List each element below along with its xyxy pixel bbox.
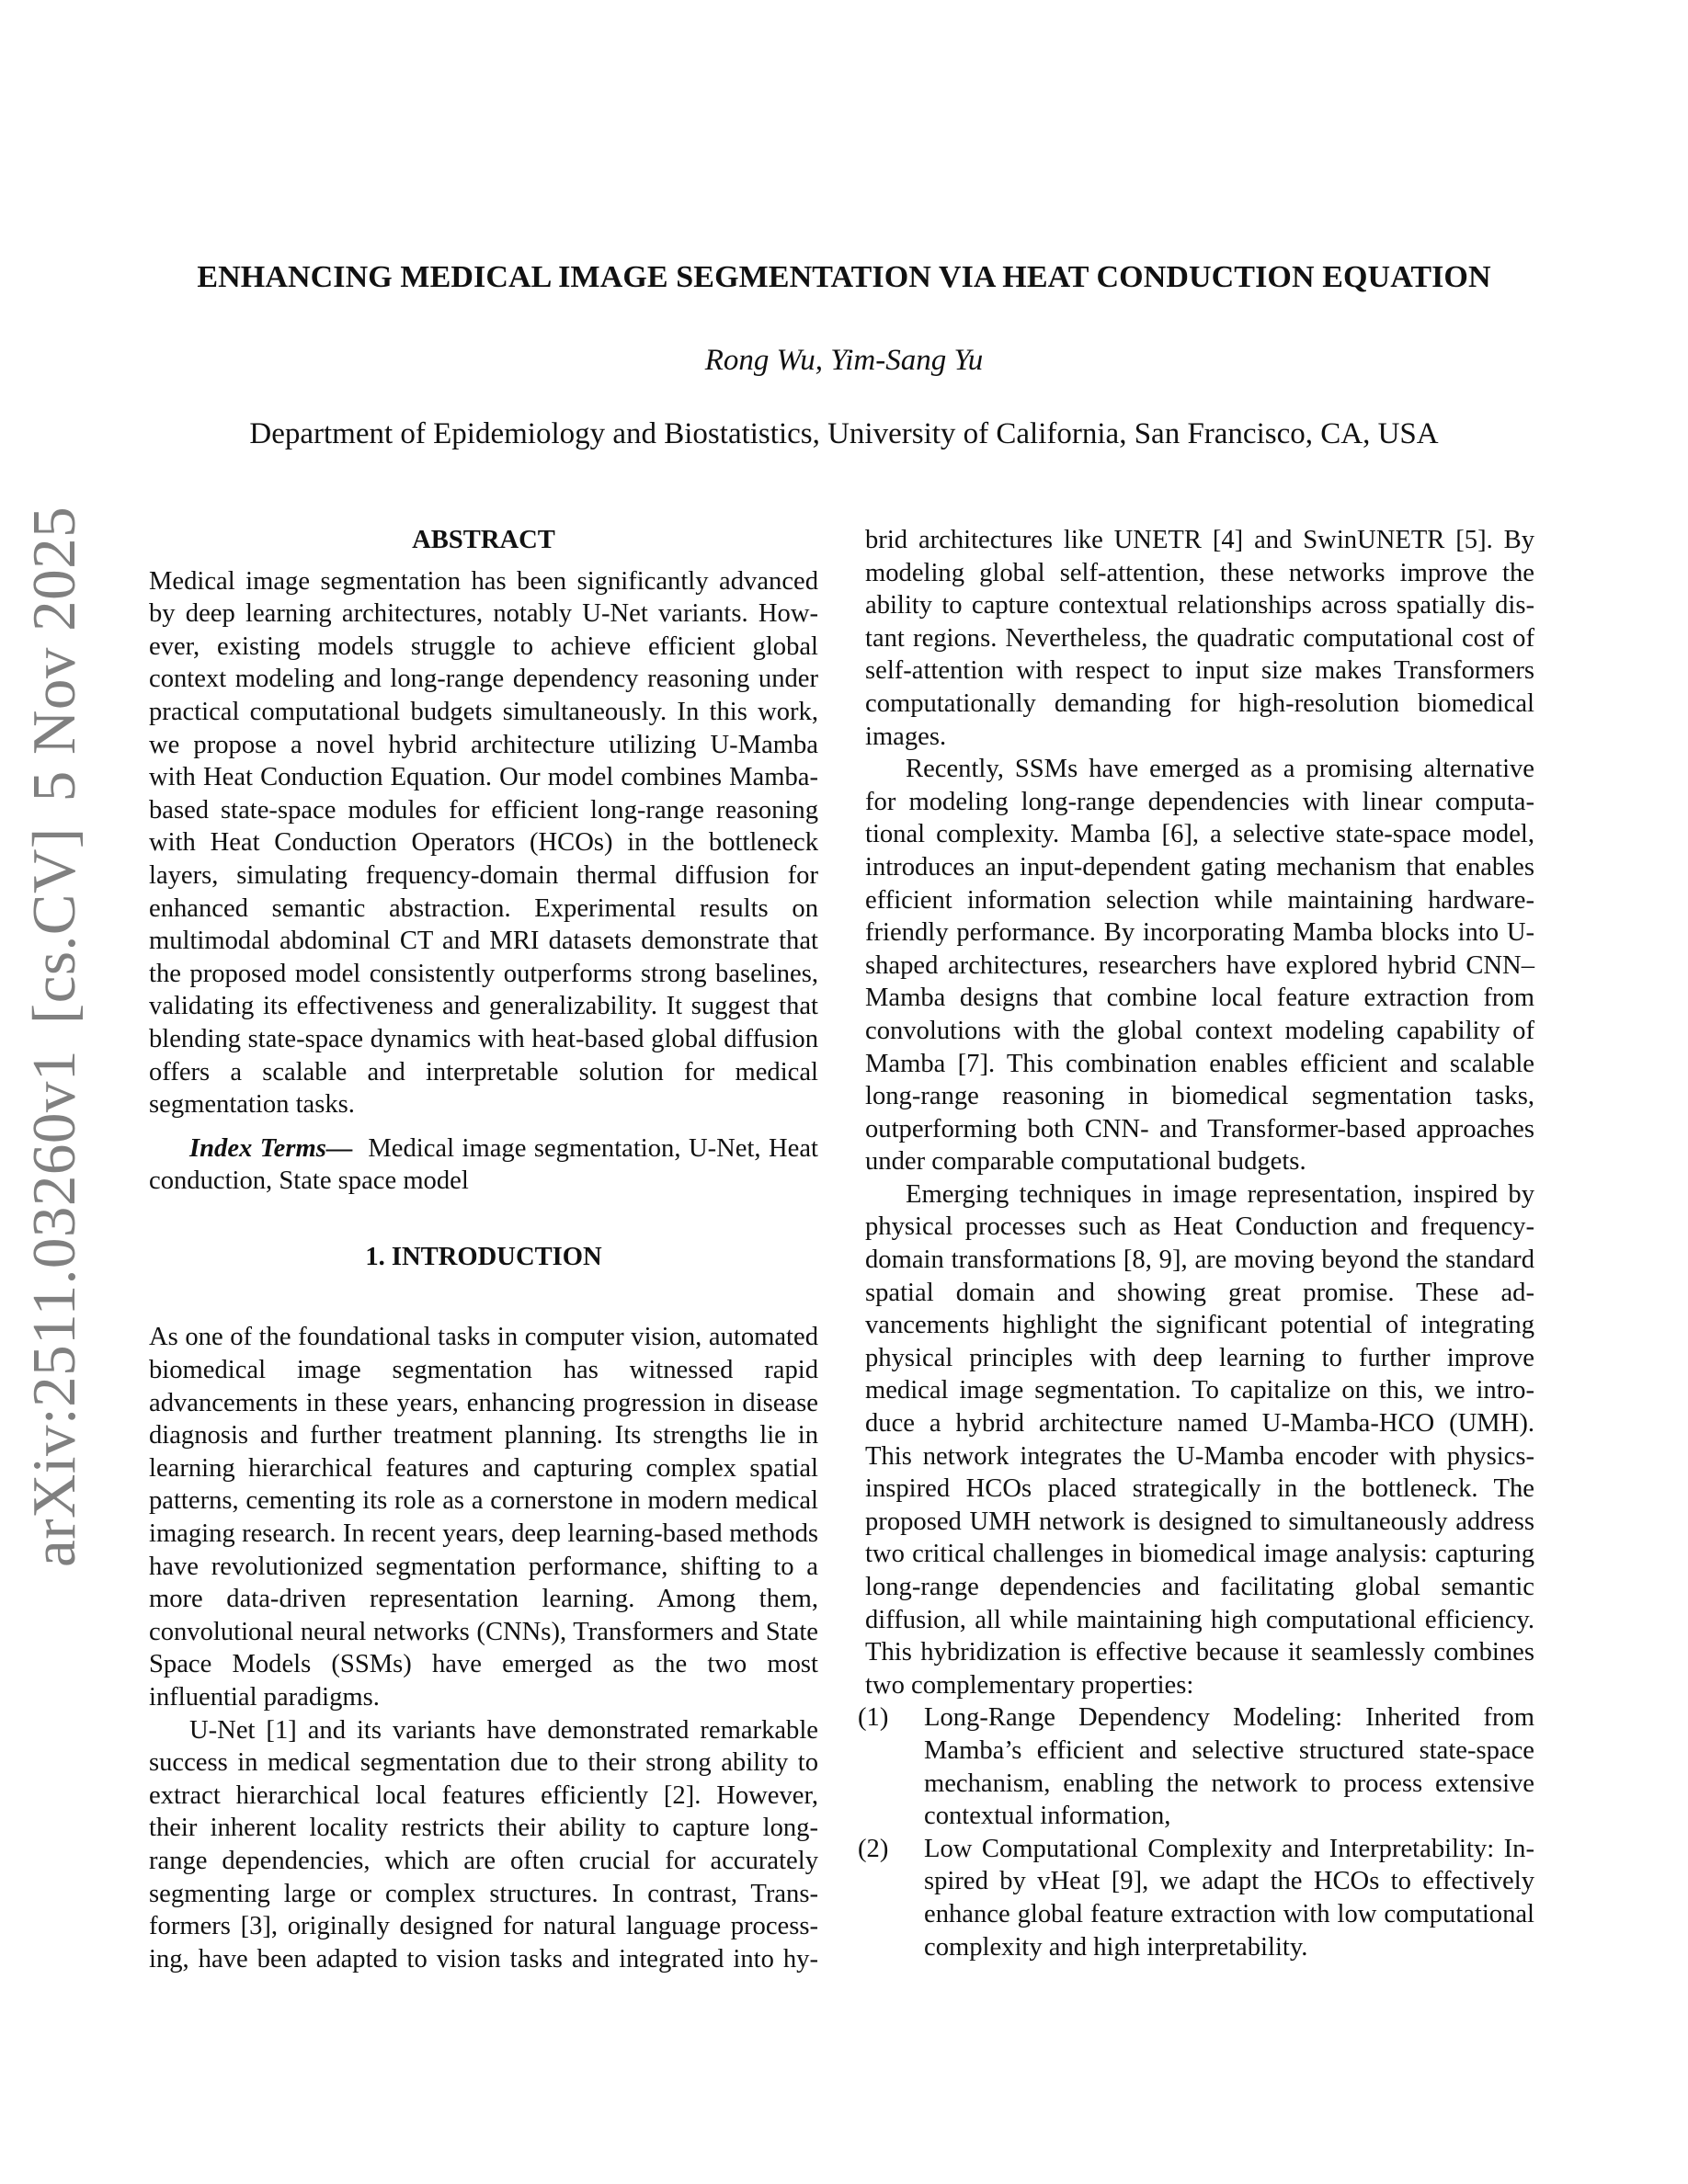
abstract-heading: ABSTRACT xyxy=(412,526,555,554)
index-terms-label: Index Terms— xyxy=(189,1133,353,1163)
contribution-list xyxy=(858,1701,1534,1963)
arxiv-id: arXiv:2511.03260v1 xyxy=(20,1050,88,1567)
right-column xyxy=(858,524,1534,1963)
intro-paragraph-2-part-2: brid architectures like UNETR [4] and SwinUNETR [5]. By modeling global self-attention, these networks improve the ability to capture contextual relationships across spatially distant regions. Nevertheless, the quadratic computational cost of self-attention with respect to input size makes Transformers computationally demanding for high-resolution biomedical images. xyxy=(865,526,1534,751)
paper-title: ENHANCING MEDICAL IMAGE SEGMENTATION VIA HEAT CONDUCTION EQUATION xyxy=(197,260,1491,294)
list-item-number: (1) xyxy=(858,1703,889,1733)
list-item-number: (2) xyxy=(858,1834,889,1863)
list-item-text: Low Computational Complexity and Interpretability: Inspired by vHeat [9], we adapt the HCOs to effectively enhance global feature extraction with low computational complexity and high interpretability. xyxy=(924,1834,1534,1962)
intro-paragraph-1: As one of the foundational tasks in computer vision, automated biomedical image segmentation has witnessed rapid advancements in these years, enhancing progression in disease diagnosis and further treatment planning. Its strengths lie in learning hierarchical features and capturing complex spatial patterns, cementing its role as a cornerstone in modern medical imaging research. In recent years, deep learning-based methods have revolutionized segmentation performance, shifting to a more data-driven representation learning. Among them, convolutional neural networks (CNNs), Transformers and State Space Models (SSMs) have emerged as the two most influential paradigms. xyxy=(149,1323,818,1712)
left-column xyxy=(149,524,818,1975)
arxiv-category: [cs.CV] xyxy=(20,827,88,1025)
paper-authors: Rong Wu, Yim-Sang Yu xyxy=(704,344,984,377)
list-item-text: Long-Range Dependency Modeling: Inherited from Mamba’s efficient and selective structured state-space mechanism, enabling the network to process extensive contextual information, xyxy=(924,1703,1534,1831)
intro-paragraph-4: Emerging techniques in image representation, inspired by physical processes such as Heat Conduction and frequency-domain transformations [8, 9], are moving beyond the standard spatial domain and showing great promise. These advancements highlight the significant potential of integrating physical principles with deep learning to further improve medical image segmentation. To capitalize on this, we introduce a hybrid architecture named U-Mamba-HCO (UMH). This network integrates the U-Mamba encoder with physics-inspired HCOs placed strategically in the bottleneck. The proposed UMH network is designed to simultaneously address two critical challenges in biomedical image analysis: capturing long-range dependencies and facilitating global semantic diffusion, all while maintaining high computational efficiency. This hybridization is effective because it seamlessly combines two complementary properties: xyxy=(865,1179,1534,1700)
arxiv-stamp xyxy=(13,506,96,1567)
intro-paragraph-3: Recently, SSMs have emerged as a promising alternative for modeling long-range dependencies with linear computational complexity. Mamba [6], a selective state-space model, introduces an input-dependent gating mechanism that enables efficient information selection while maintaining hardware-friendly performance. By incorporating Mamba blocks into U-shaped architectures, researchers have explored hybrid CNN–Mamba designs that combine local feature extraction from convolutions with the global context modeling capability of Mamba [7]. This combination enables efficient and scalable long-range reasoning in biomedical segmentation tasks, outperforming both CNN- and Transformer-based approaches under comparable computational budgets. xyxy=(865,755,1534,1177)
paper-affiliation: Department of Epidemiology and Biostatistics, University of California, San Francisco, CA, USA xyxy=(249,417,1439,450)
intro-paragraph-2-part-1: U-Net [1] and its variants have demonstrated remarkable success in medical segmentation due to their strong ability to extract hierarchical local features efficiently [2]. However, their inherent locality restricts their ability to capture long-range dependencies, which are often crucial for accurately segmenting large or complex structures. In contrast, Transformers [3], originally designed for natural language processing, have been adapted to vision tasks and integrated into hy- xyxy=(149,1715,818,1974)
contribution-list-item xyxy=(858,1701,1534,1832)
introduction-heading: 1. INTRODUCTION xyxy=(365,1242,602,1271)
index-terms xyxy=(149,1132,818,1198)
contribution-list-item xyxy=(858,1833,1534,1963)
arxiv-date: 5 Nov 2025 xyxy=(20,506,88,802)
index-terms-text: Medical image segmentation, U-Net, Heat conduction, State space model xyxy=(149,1133,819,1196)
abstract-text: Medical image segmentation has been significantly advanced by deep learning architectures, notably U-Net variants. However, existing models struggle to achieve efficient global context modeling and long-range dependency reasoning under practical computational budgets simultaneously. In this work, we propose a novel hybrid architecture utilizing U-Mamba with Heat Conduction Equation. Our model combines Mamba-based state-space modules for efficient long-range reasoning with Heat Conduction Operators (HCOs) in the bottleneck layers, simulating frequency-domain thermal diffusion for enhanced semantic abstraction. Experimental results on multimodal abdominal CT and MRI datasets demonstrate that the proposed model consistently outperforms strong baselines, validating its effectiveness and generalizability. It suggest that blending state-space dynamics with heat-based global diffusion offers a scalable and interpretable solution for medical segmentation tasks. xyxy=(149,566,818,1120)
